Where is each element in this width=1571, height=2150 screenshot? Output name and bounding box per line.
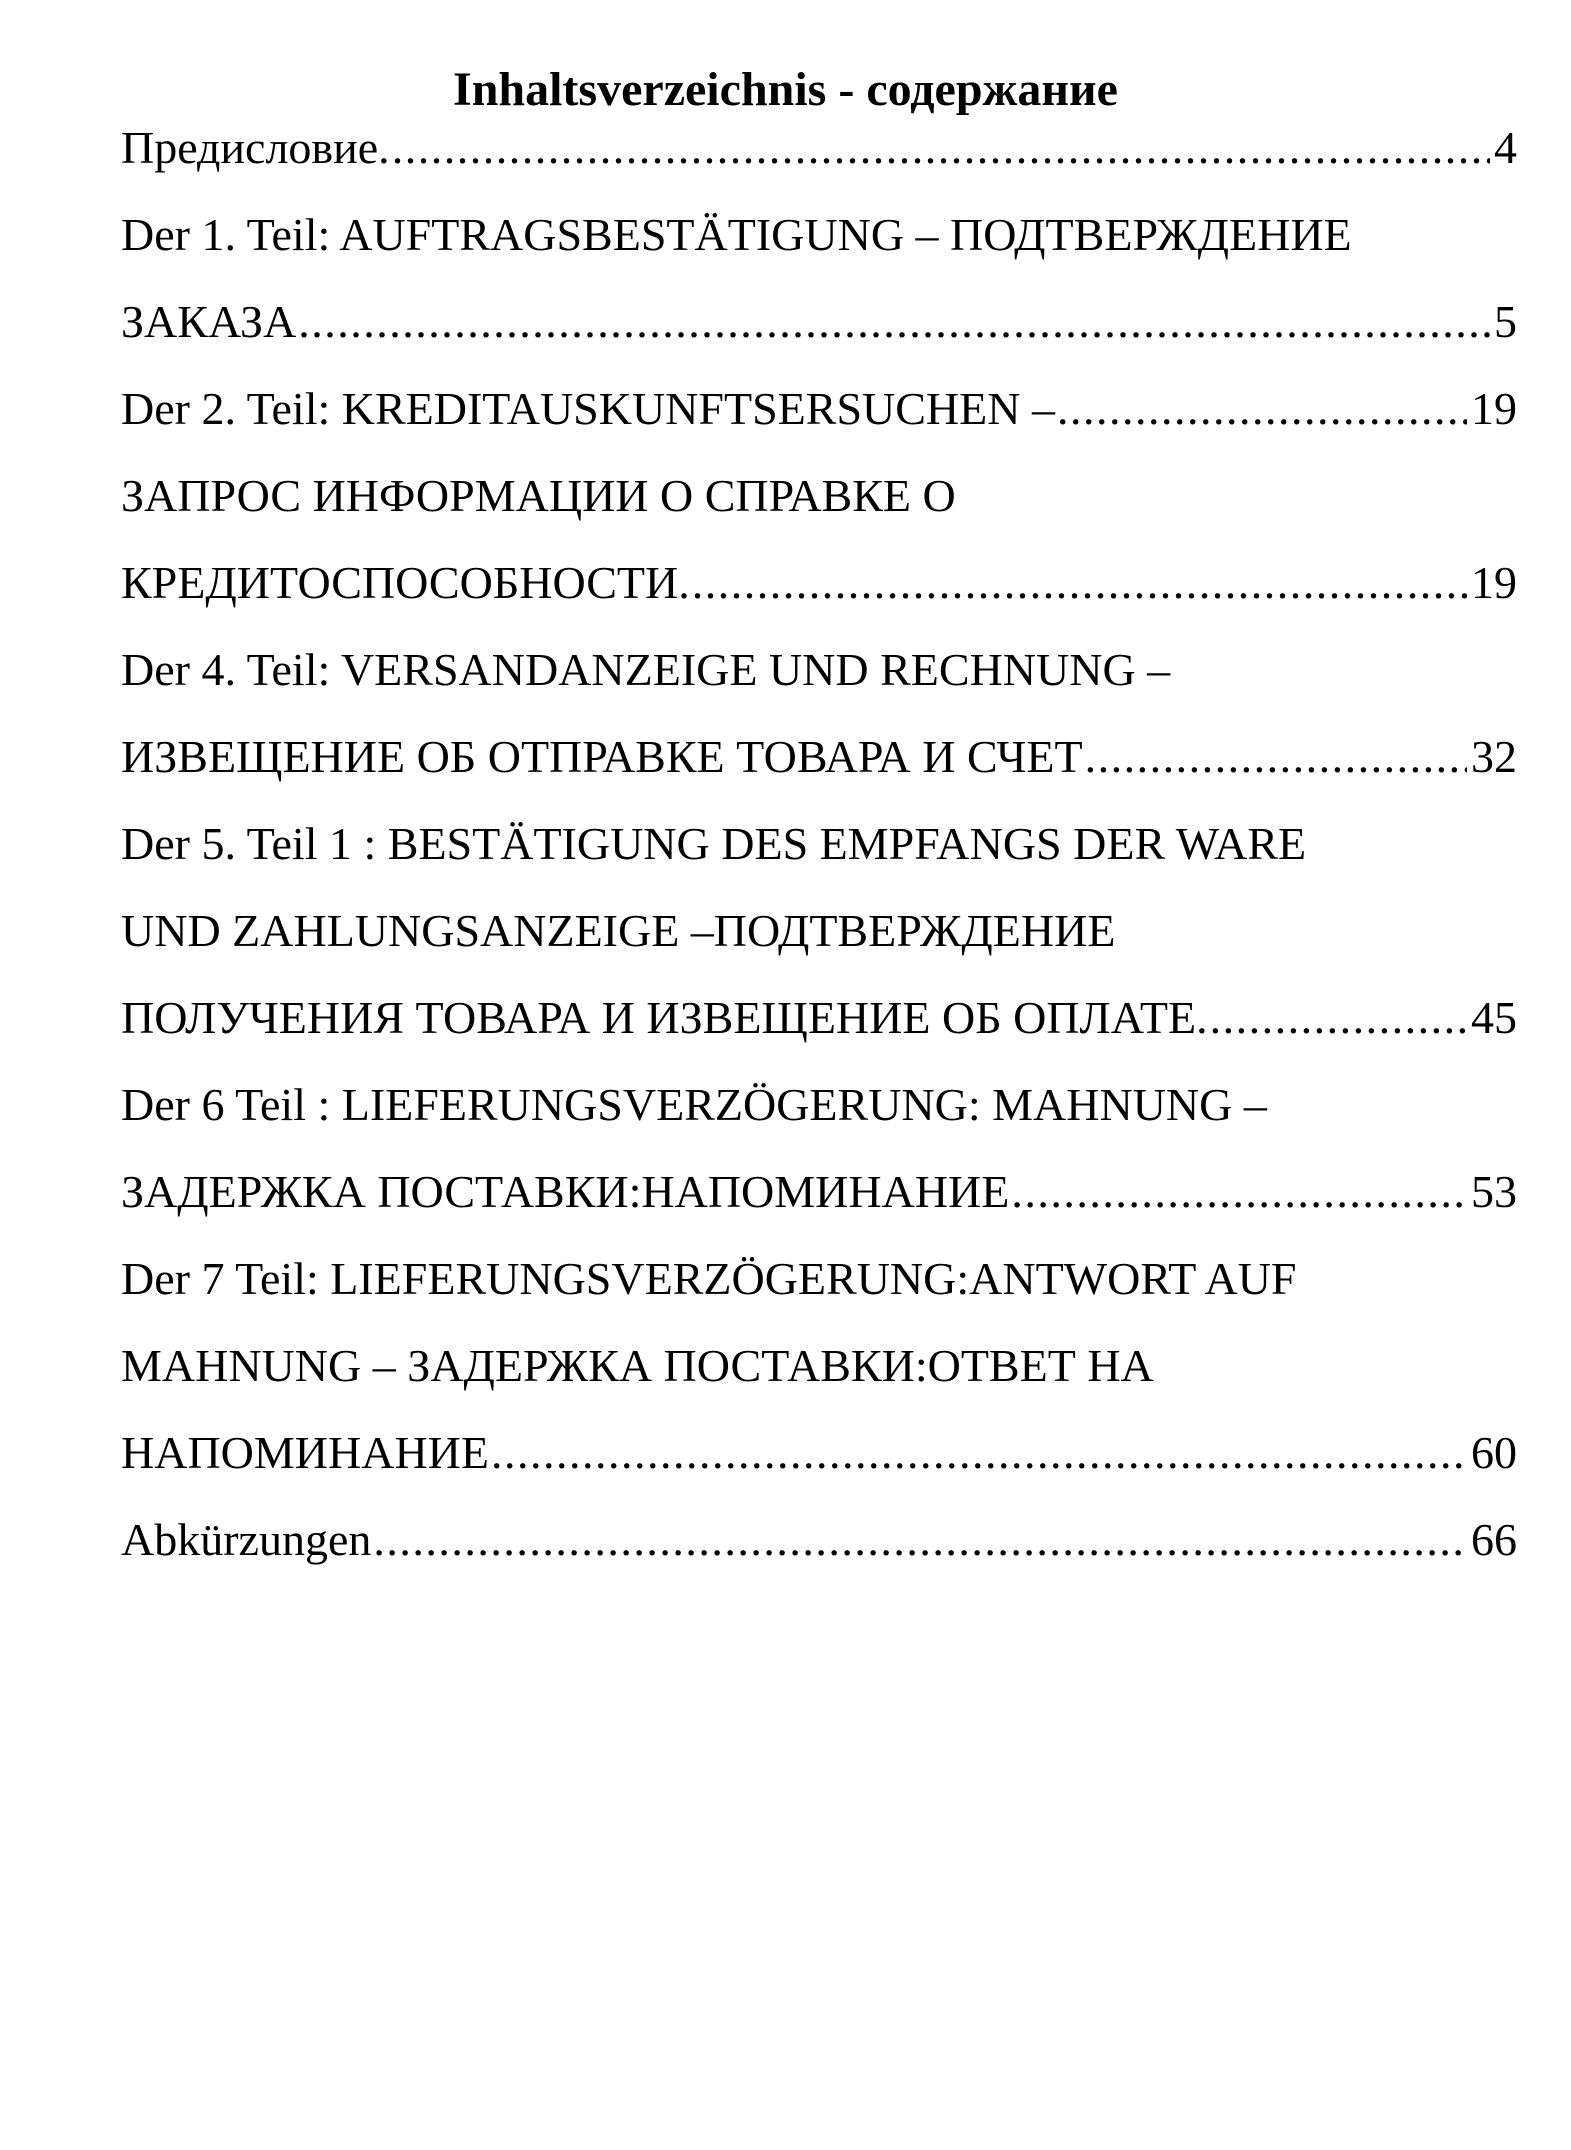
- toc-entry: [121, 1157, 1517, 1227]
- toc-entry-text: Предисловие.: [121, 122, 390, 173]
- toc-entry: [121, 635, 1517, 705]
- toc-page-number: 19: [1471, 383, 1517, 434]
- dot-leader: [373, 1505, 1467, 1575]
- toc-entry-text: ИЗВЕЩЕНИЕ ОБ ОТПРАВКЕ ТОВАРА И СЧЕТ: [121, 731, 1083, 782]
- toc-entry-text: ЗАКАЗА: [121, 296, 297, 347]
- toc-entry-text: КРЕДИТОСПОСОБНОСТИ.: [121, 557, 690, 608]
- toc-entry: [121, 1244, 1517, 1314]
- toc-entry-text: ЗАДЕРЖКА ПОСТАВКИ:НАПОМИНАНИЕ: [121, 1166, 1010, 1217]
- toc-entry: [121, 461, 1517, 531]
- toc-entry-text: Der 1. Teil: AUFTRAGSBESTÄTIGUNG – ПОДТВЕРЖДЕНИЕ: [121, 209, 1352, 260]
- toc-page-number: 45: [1471, 992, 1517, 1043]
- toc-title: Inhaltsverzeichnis - содержание: [453, 63, 1118, 116]
- dot-leader: [1210, 983, 1467, 1053]
- toc-page-number: 19: [1471, 557, 1517, 608]
- toc-page-number: 66: [1471, 1514, 1517, 1565]
- toc-entry: [121, 722, 1517, 792]
- toc-entry-text: UND ZAHLUNGSANZEIGE –ПОДТВЕРЖДЕНИЕ: [121, 905, 1116, 956]
- toc-page-number: 32: [1471, 731, 1517, 782]
- toc-entry: [121, 374, 1517, 444]
- toc-page-number: 4: [1494, 122, 1517, 173]
- toc-entry-text: Der 2. Teil: KREDITAUSKUNFTSERSUCHEN –: [121, 383, 1055, 434]
- toc-entry-text: ЗАПРОС ИНФОРМАЦИИ О СПРАВКЕ О: [121, 470, 956, 521]
- dot-leader: [1057, 374, 1467, 444]
- toc-page-number: 53: [1471, 1166, 1517, 1217]
- toc-entry: [121, 1070, 1517, 1140]
- toc-entry-text: Der 7 Teil: LIEFERUNGSVERZÖGERUNG:ANTWORT AUF: [121, 1253, 1297, 1304]
- toc-entry: [121, 1331, 1517, 1401]
- toc-entry-text: Abkürzungen: [121, 1514, 372, 1565]
- toc-entry: [121, 983, 1517, 1053]
- toc-entry: [121, 287, 1517, 357]
- toc-entry: [121, 200, 1517, 270]
- toc-page-number: 5: [1494, 296, 1517, 347]
- toc-entry-text: MAHNUNG – ЗАДЕРЖКА ПОСТАВКИ:ОТВЕТ НА: [121, 1340, 1154, 1391]
- dot-leader: [491, 1418, 1467, 1488]
- dot-leader: [1085, 722, 1467, 792]
- toc-entry-text: Der 4. Teil: VERSANDANZEIGE UND RECHNUNG –: [121, 644, 1171, 695]
- toc-entry: [121, 809, 1517, 879]
- dot-leader: [692, 548, 1467, 618]
- toc-page-number: 60: [1471, 1427, 1517, 1478]
- toc-entry: [121, 113, 1517, 183]
- toc-entry: [121, 1418, 1517, 1488]
- dot-leader: [298, 287, 1490, 357]
- toc-entry-text: Der 6 Teil : LIEFERUNGSVERZÖGERUNG: MAHNUNG –: [121, 1079, 1267, 1130]
- toc-entry: [121, 548, 1517, 618]
- toc-entry-text: Der 5. Teil 1 : BESTÄTIGUNG DES EMPFANGS DER WARE: [121, 818, 1307, 869]
- dot-leader: [392, 113, 1490, 183]
- dot-leader: [1011, 1157, 1467, 1227]
- toc-entry-text: НАПОМИНАНИЕ: [121, 1427, 489, 1478]
- toc-entry-text: ПОЛУЧЕНИЯ ТОВАРА И ИЗВЕЩЕНИЕ ОБ ОПЛАТЕ.: [121, 992, 1208, 1043]
- toc-entry: [121, 896, 1517, 966]
- toc-entry: [121, 1505, 1517, 1575]
